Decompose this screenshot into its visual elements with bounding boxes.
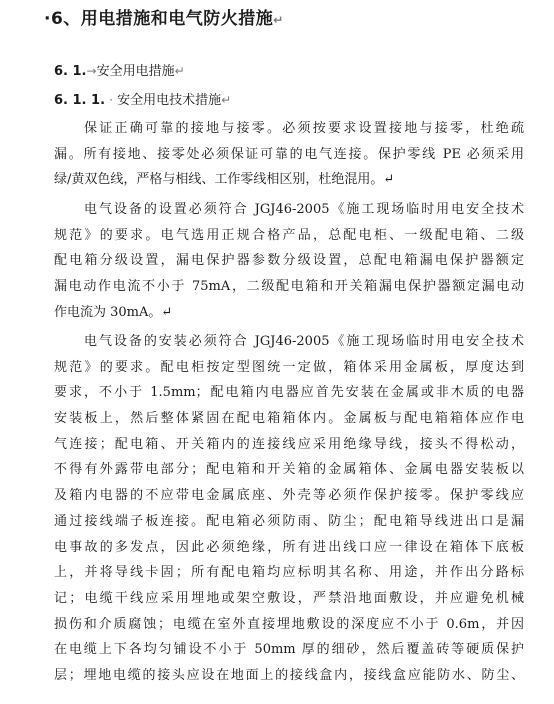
text-line: 配电箱分级设置，漏电保护器参数分级设置，总配电箱漏电保护器额定	[54, 253, 524, 269]
text-line: 层；埋地电缆的接头应设在地面上的接线盒内，接线盒应能防水、防尘、	[54, 667, 524, 683]
text-line: 电气设备的安装必须符合 JGJ46-2005《施工现场临时用电安全技术	[84, 334, 524, 349]
text-line: 规范》的要求。配电柜按定型图统一定做，箱体采用金属板，厚度达到	[54, 359, 524, 375]
text-line: 规范》的要求。电气选用正规合格产品，总配电柜、一级配电箱、二级	[54, 227, 524, 243]
subheading-number: 6. 1. 1.	[54, 93, 106, 108]
paragraph-equipment-setup	[54, 197, 524, 325]
text-line: 绿/黄双色线，严格与相线、工作零线相区别，杜绝混用。↵	[54, 172, 395, 188]
space-mark: ·	[109, 93, 113, 107]
text-line: 保证正确可靠的接地与接零。必须按要求设置接地与接零，杜绝疏	[84, 121, 524, 136]
text-line: 通过接线端子板连接。配电箱必须防雨、防尘；配电箱导线进出口是漏	[54, 513, 524, 529]
paragraph-mark: ↵	[174, 64, 185, 78]
paragraph-mark: ↵	[221, 93, 232, 107]
subheading-6-1-1	[54, 91, 231, 110]
paragraph-mark: ↵	[273, 13, 284, 27]
text-line: 漏。所有接地、接零处必须保证可靠的电气连接。保护零线 PE 必须采用	[54, 146, 524, 162]
text-line: 作电流为 30mA。↵	[54, 304, 173, 320]
paragraph-grounding	[54, 116, 524, 193]
text-line: 电事故的多发点，因此必须绝缘，所有进出线口应一律设在箱体下底板	[54, 539, 524, 555]
text-line: 损伤和介质腐蚀；电缆在室外直接埋地敷设的深度应不小于 0.6m，并因	[54, 616, 524, 632]
paragraph-equipment-install	[54, 329, 524, 689]
section-heading	[44, 8, 284, 31]
text-line: 要求，不小于 1.5mm；配电箱内电器应首先安装在金属或非木质的电器	[54, 385, 524, 401]
text-line: 不得有外露带电部分；配电箱和开关箱的金属箱体、金属电器安装板以	[54, 462, 524, 478]
text-line: 在电缆上下各均匀铺设不小于 50mm 厚的细砂，然后覆盖砖等硬质保护	[54, 642, 524, 658]
subheading-text: 安全用电技术措施	[117, 93, 222, 108]
subheading-number: 6. 1.	[54, 64, 87, 79]
section-heading-text: ·6、用电措施和电气防火措施	[44, 9, 274, 29]
text-line: 气连接；配电箱、开关箱内的连接线应采用绝缘导线，接头不得松动，	[54, 436, 524, 452]
text-line: 及箱内电器的不应带电金属底座、外壳等必须作保护接零。保护零线应	[54, 488, 524, 504]
text-line: 漏电动作电流不小于 75mA，二级配电箱和开关箱漏电保护器额定漏电动	[54, 279, 524, 295]
subheading-text: 安全用电措施	[96, 64, 175, 79]
text-line: 记；电缆干线应采用埋地或架空敷设，严禁沿地面敷设，并应避免机械	[54, 590, 524, 606]
text-line: 电气设备的设置必须符合 JGJ46-2005《施工现场临时用电安全技术	[84, 202, 524, 217]
subheading-6-1	[54, 62, 185, 81]
text-line: 上，并将导线卡固；所有配电箱均应标明其名称、用途，并作出分路标	[54, 565, 524, 581]
tab-arrow-mark: →	[86, 64, 97, 78]
text-line: 安装板上，然后整体紧固在配电箱箱体内。金属板与配电箱箱体应作电	[54, 411, 524, 427]
